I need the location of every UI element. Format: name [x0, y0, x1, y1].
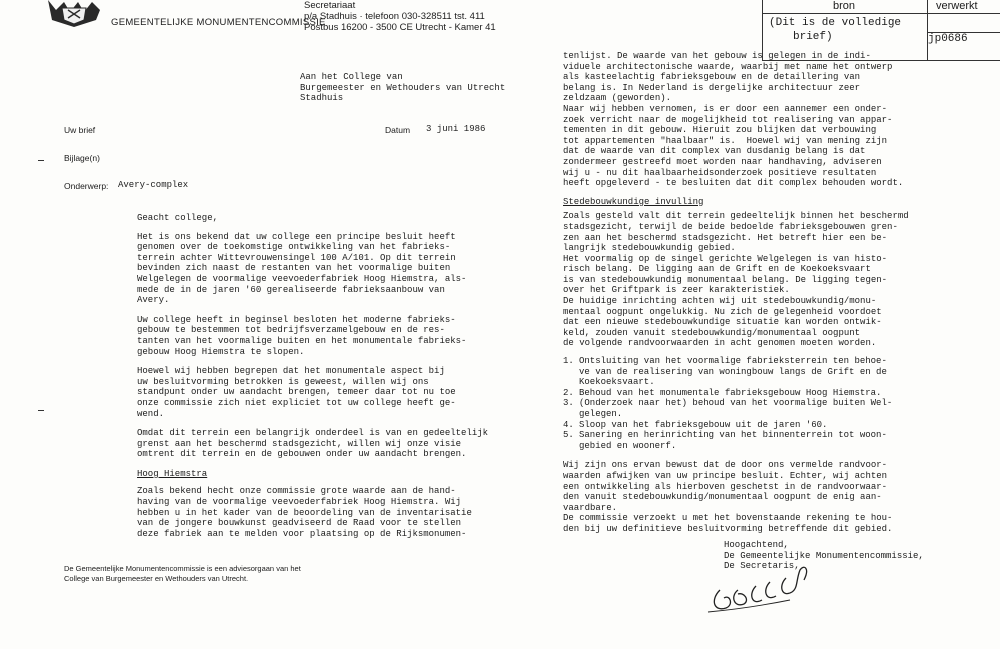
datum-label: Datum — [385, 125, 411, 135]
text-line: gebouw te bestemmen tot bedrijfsverzamelgebouw en de res- — [137, 325, 445, 336]
text-line: Het voormalig op de singel gerichte Welgelegen is van histo- — [563, 253, 888, 264]
salutation: Geacht college, — [137, 213, 219, 223]
footer-line: De Gemeentelijke Monumentencommissie is een adviesorgaan van het — [64, 564, 301, 573]
text-line: tanten van het voormalige buiten en het monumentale fabrieks- — [137, 335, 467, 346]
paragraph — [137, 315, 477, 357]
text-line: over het Griftpark is zeer karakteristiek. — [563, 285, 790, 296]
text-line: Wij zijn ons ervan bewust dat de door ons vermelde randvoor- — [563, 460, 888, 471]
fold-mark — [38, 410, 44, 411]
secretariat-line: Postbus 16200 - 3500 CE Utrecht - Kamer 41 — [304, 22, 496, 33]
text-line: standpunt onder uw aandacht brengen, temeer daar tot nu toe — [137, 387, 456, 398]
paragraph — [137, 366, 477, 419]
text-line: zeldzaam (geworden). — [563, 93, 672, 104]
list-item: ve van de realisering van woningbouw langs de Grift en de — [579, 366, 887, 377]
text-line: uw besluitvorming betrokken is geweest, willen wij ons — [137, 376, 429, 387]
letter-body-left — [137, 213, 489, 539]
uw-brief-label: Uw brief — [64, 125, 96, 135]
text-line: waarden afwijken van uw principe besluit. Echter, wij achten — [563, 470, 888, 481]
stamp-note: (Dit is de volledige — [769, 17, 902, 29]
text-line: terrein achter Wittevrouwensingel 100 A/101. Op dit terrein — [137, 252, 456, 263]
section-heading: Hoog Hiemstra — [137, 468, 208, 479]
condition-list — [563, 356, 908, 451]
text-line: Zoals gesteld valt dit terrein gedeeltelijk binnen het beschermd — [563, 211, 909, 222]
secretariat-line: p/a Stadhuis · telefoon 030-328511 tst. 411 — [304, 11, 485, 22]
text-line: den bij uw definitieve besluitvorming betreffende dit gebied. — [563, 523, 893, 534]
text-line: mede de in de jaren '60 gerealiseerde fabrieksaanbouw van — [137, 284, 445, 295]
paragraph — [563, 51, 908, 189]
paragraph — [563, 211, 908, 349]
commission-name: GEMEENTELIJKE MONUMENTENCOMMISSIE — [111, 17, 326, 28]
footer-line: College van Burgemeester en Wethouders van Utrecht. — [64, 574, 249, 583]
list-item: 3. (Onderzoek naar het) behoud van het voormalige buiten Wel- — [563, 398, 893, 409]
address-line: Burgemeester en Wethouders van Utrecht — [300, 82, 506, 93]
stamp-note: brief) — [793, 31, 833, 43]
address-line: Aan het College van — [300, 72, 403, 82]
text-line: genomen over de toekomstige ontwikkeling van het fabrieks- — [137, 242, 451, 253]
text-line: viduele architectonische waarde, waarbij met name het ontwerp — [563, 61, 893, 72]
text-line: Uw college heeft in beginsel besloten het moderne fabrieks- — [137, 314, 456, 325]
text-line: risch belang. De ligging aan de Grift en de Koekoeksvaart — [563, 264, 871, 275]
closing-line: Hoogachtend, — [724, 540, 789, 550]
text-line: dat de waarde van dit complex van dusdanig belang is dat — [563, 146, 866, 157]
text-line: is van stedebouwkundig monumentaal belang. De ligging tegen- — [563, 274, 888, 285]
text-line: tementen in dit gebouw. Hieruit zou blijken dat verbouwing — [563, 125, 877, 136]
text-line: een ontwikkeling als hierboven geschetst in de randvoorwaar- — [563, 481, 888, 492]
text-line: zen aan het beschermd stadsgezicht. Het betreft hier een be- — [563, 232, 888, 243]
text-line: hebben u in het kader van de beoordeling van de inventarisatie — [137, 507, 472, 518]
text-line: heeft opgeleverd - te besluiten dat dit complex behouden wordt. — [563, 178, 904, 189]
section-heading: Stedebouwkundige invulling — [563, 196, 704, 207]
paragraph — [137, 428, 489, 460]
text-line: als kasteelachtig fabrieksgebouw en de detaillering van — [563, 72, 861, 83]
text-line: wij u - nu dit haalbaarheidsonderzoek positieve resultaten — [563, 167, 877, 178]
list-item: gelegen. — [579, 409, 623, 419]
closing-line: De Gemeentelijke Monumentencommissie, — [724, 550, 924, 561]
text-line: Avery. — [137, 295, 170, 306]
text-line: mentaal oogpunt ongelukkig. Nu zich de gelegenheid voordoet — [563, 306, 882, 317]
text-line: having van de voormalige veevoederfabriek Hoog Hiemstra. Wij — [137, 497, 462, 508]
datum-value: 3 juni 1986 — [426, 124, 486, 134]
text-line: Naar wij hebben vernomen, is er door een aannemer een onder- — [563, 103, 888, 114]
text-line: deze fabriek aan te melden voor plaatsing op de Rijksmonumen- — [137, 528, 467, 539]
text-line: dat een nieuwe stedebouwkundige situatie kan worden ontwik- — [563, 317, 882, 328]
text-line: stadsgezicht, terwijl de beide bedoelde fabrieksgebouwen gren- — [563, 221, 898, 232]
stamp-header-bron: bron — [833, 0, 856, 12]
text-line: vaardbare. — [563, 502, 618, 513]
letter-body-right — [563, 51, 908, 535]
stamp-header-verwerkt: verwerkt — [936, 0, 978, 12]
handwritten-signature — [700, 560, 840, 616]
text-line: tenlijst. De waarde van het gebouw is gelegen in de indi- — [563, 51, 871, 61]
text-line: gebouw Hoog Hiemstra te slopen. — [137, 346, 305, 357]
list-item: 5. Sanering en herinrichting van het binnenterrein tot woon- — [563, 430, 887, 441]
list-item: Koekoeksvaart. — [579, 377, 655, 388]
coat-of-arms-logo — [44, 0, 104, 28]
text-line: zondermeer gestreefd moet worden naar handhaving, adviseren — [563, 156, 882, 167]
text-line: van de jongere bouwkunst geadviseerd de Raad voor te stellen — [137, 518, 462, 529]
text-line: Omdat dit terrein een belangrijk onderdeel is van en gedeeltelijk — [137, 428, 489, 439]
footer-note — [64, 564, 301, 584]
text-line: De huidige inrichting achten wij uit stedebouwkundig/monu- — [563, 296, 877, 307]
text-line: Het is ons bekend dat uw college een principe besluit heeft — [137, 231, 456, 242]
list-item: 4. Sloop van het fabrieksgebouw uit de jaren '60. — [563, 419, 828, 430]
onderwerp-value: Avery-complex — [118, 180, 189, 190]
stamp-code: jp0686 — [928, 33, 968, 45]
list-item: 2. Behoud van het monumentale fabrieksgebouw Hoog Hiemstra. — [563, 387, 882, 398]
text-line: tot appartementen "haalbaar" is. Hoewel wij van mening zijn — [563, 135, 888, 146]
text-line: De commissie verzoekt u met het bovenstaande rekening te hou- — [563, 513, 893, 524]
address-line: Stadhuis — [300, 93, 344, 104]
text-line: keld, zouden vanuit stedebouwkundig/monumentaal oogpunt — [563, 327, 861, 338]
text-line: den vanuit stedebouwkundig/monumentaal oogpunt de enig aan- — [563, 492, 882, 503]
text-line: wend. — [137, 408, 165, 419]
text-line: langrijk stedebouwkundig gebied. — [563, 243, 736, 254]
text-line: Hoewel wij hebben begrepen dat het monumentale aspect bij — [137, 366, 445, 377]
secretariat-block — [304, 0, 496, 33]
paragraph — [563, 460, 908, 534]
onderwerp-label: Onderwerp: — [64, 181, 109, 191]
list-item: gebied en woonerf. — [579, 440, 677, 451]
list-item: 1. Ontsluiting van het voormalige fabrieksterrein ten behoe- — [563, 356, 887, 367]
text-line: zoek verricht naar de mogelijkheid tot realisering van appar- — [563, 114, 893, 125]
address-block — [300, 72, 505, 104]
text-line: de volgende randvoorwaarden in acht genomen moeten worden. — [563, 338, 877, 349]
text-line: bevinden zich naast de restanten van het voormalige buiten — [137, 263, 451, 274]
text-line: belang is. In Nederland is dergelijke architectuur zeer — [563, 82, 861, 93]
text-line: omtrent dit terrein en de gebouwen onder uw aandacht brengen. — [137, 449, 467, 460]
paragraph — [137, 486, 477, 539]
text-line: onze commissie zich niet expliciet tot uw college heeft ge- — [137, 397, 456, 408]
secretariat-line: Secretariaat — [304, 0, 356, 11]
paragraph — [137, 232, 477, 306]
text-line: Welgelegen de voormalige veevoederfabriek Hoog Hiemstra, als- — [137, 273, 467, 284]
text-line: grenst aan het beschermd stadsgezicht, willen wij onze visie — [137, 438, 462, 449]
text-line: Zoals bekend hecht onze commissie grote waarde aan de hand- — [137, 486, 456, 497]
bijlagen-label: Bijlage(n) — [64, 153, 100, 163]
fold-mark — [38, 160, 44, 161]
closing-line: De Secretaris, — [724, 561, 800, 572]
